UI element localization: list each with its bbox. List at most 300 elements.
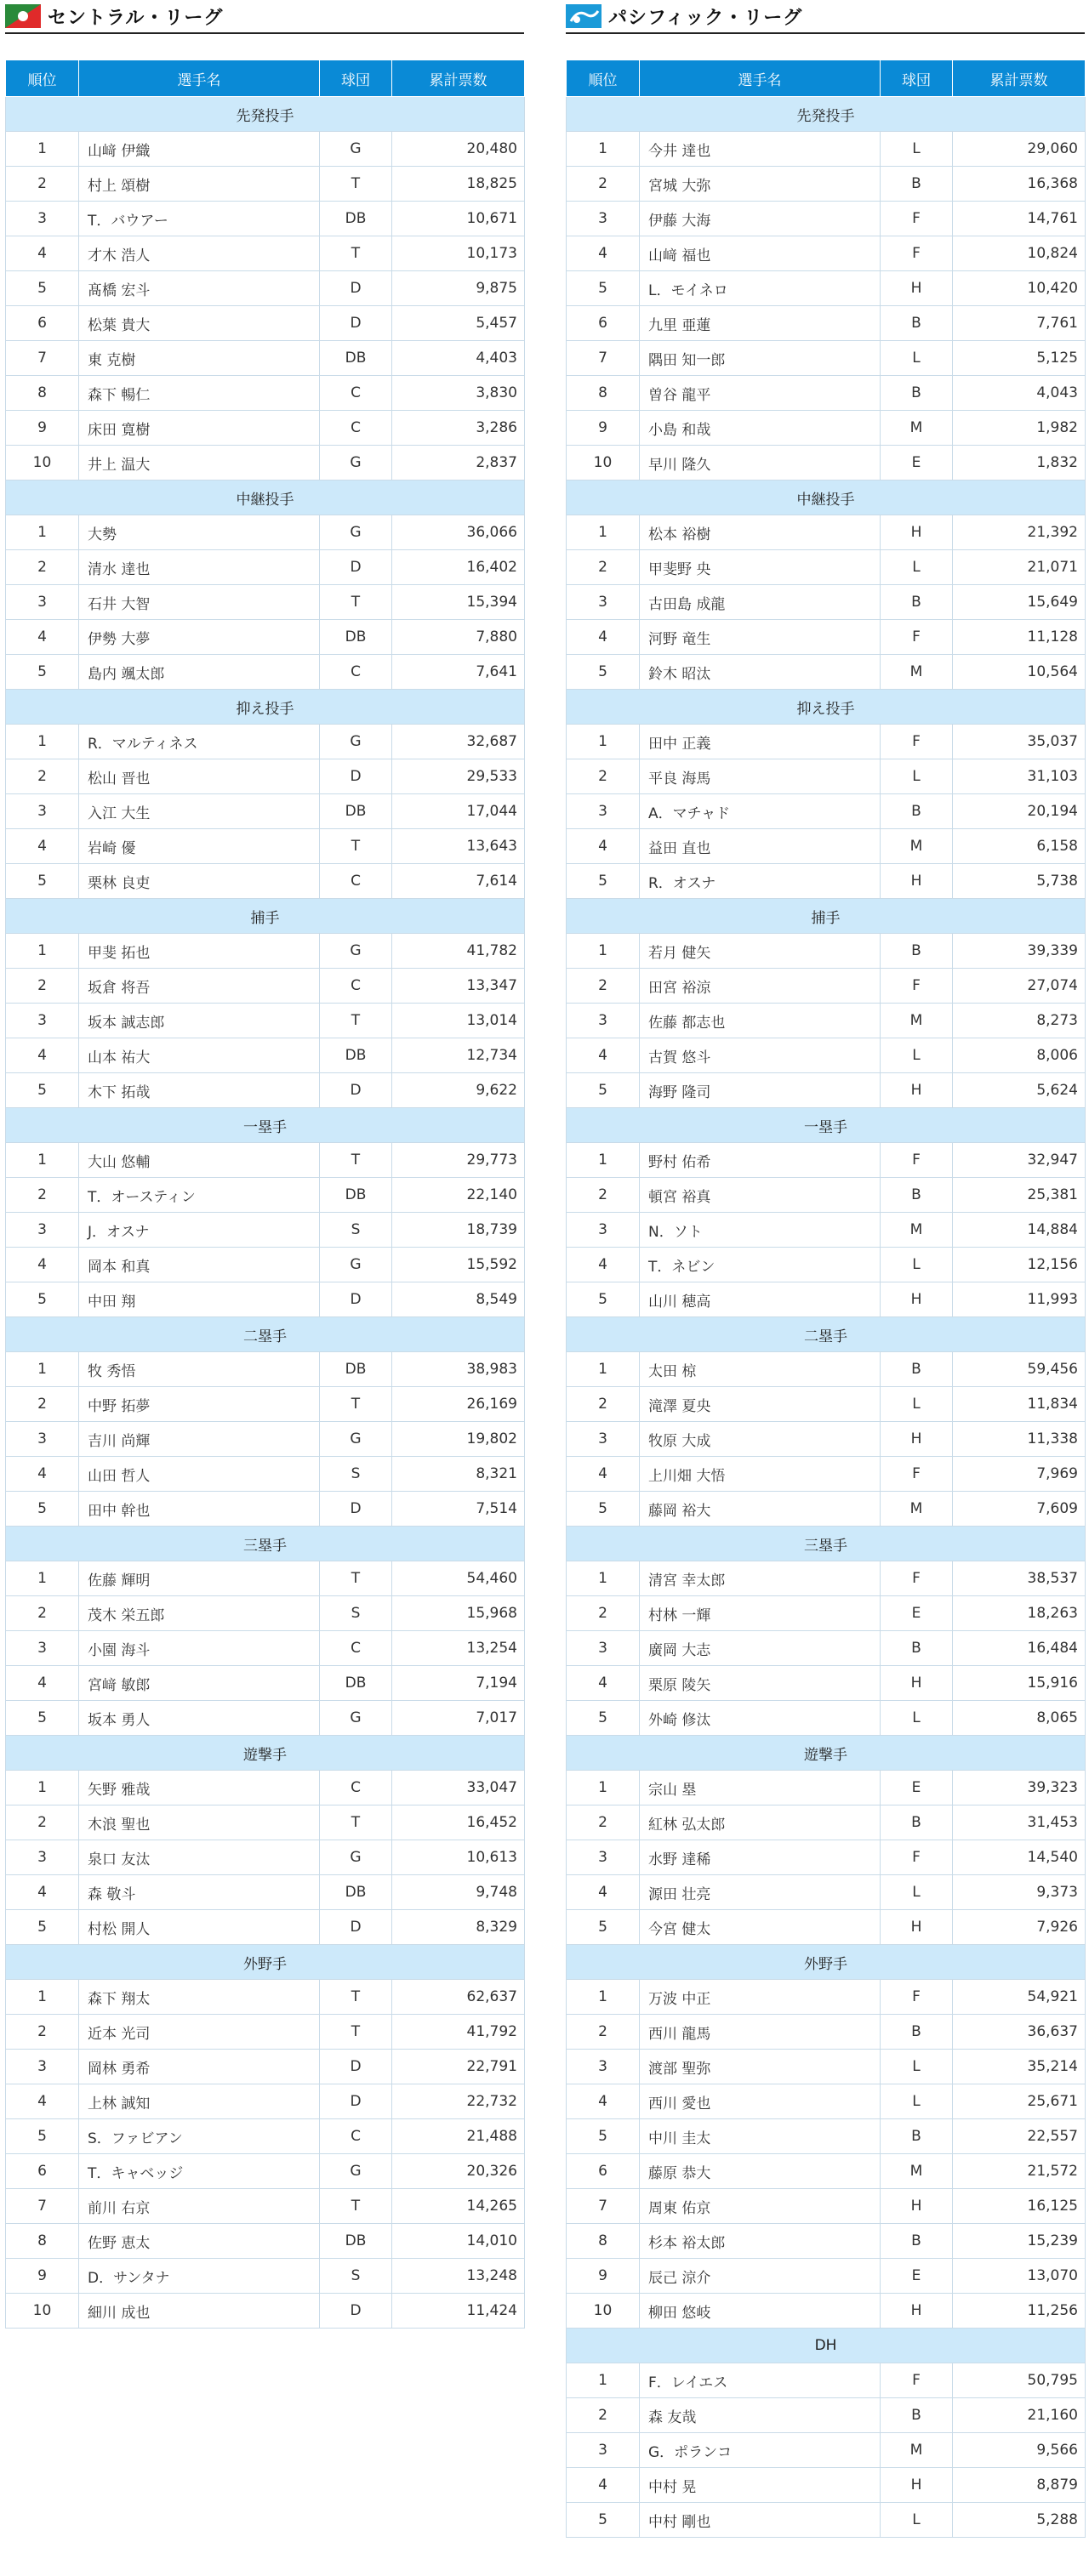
team-cell: G — [320, 515, 392, 550]
player-name-cell: 甲斐 拓也 — [79, 934, 320, 969]
votes-cell: 9,622 — [392, 1073, 525, 1108]
votes-cell: 21,160 — [953, 2398, 1086, 2433]
team-cell: DB — [320, 620, 392, 655]
table-row — [6, 2154, 525, 2189]
player-name-cell: 牧 秀悟 — [79, 1352, 320, 1387]
rank-cell: 4 — [567, 1457, 640, 1492]
rank-cell: 6 — [6, 306, 79, 341]
table-row — [6, 411, 525, 446]
table-row — [6, 1457, 525, 1492]
team-cell: S — [320, 1457, 392, 1492]
votes-cell: 15,592 — [392, 1248, 525, 1282]
player-name-cell: 海野 隆司 — [640, 1073, 881, 1108]
rank-cell: 7 — [567, 341, 640, 376]
votes-cell: 1,982 — [953, 411, 1086, 446]
table-row — [6, 550, 525, 585]
rank-cell: 1 — [567, 934, 640, 969]
votes-cell: 12,734 — [392, 1038, 525, 1073]
player-name-cell: 岡本 和真 — [79, 1248, 320, 1282]
table-row — [6, 794, 525, 829]
team-cell: T — [320, 1805, 392, 1840]
votes-cell: 3,286 — [392, 411, 525, 446]
category-row — [6, 1945, 525, 1980]
category-row — [6, 1108, 525, 1143]
team-cell: G — [320, 2154, 392, 2189]
player-name-cell: 岩崎 優 — [79, 829, 320, 864]
rank-cell: 2 — [6, 969, 79, 1004]
player-name-cell: 前川 右京 — [79, 2189, 320, 2224]
pacific-league-panel — [566, 0, 1085, 2538]
player-name-cell: 小島 和哉 — [640, 411, 881, 446]
table-row — [567, 550, 1086, 585]
rank-cell: 2 — [567, 1178, 640, 1213]
rank-cell: 5 — [567, 1282, 640, 1317]
rank-cell: 9 — [567, 411, 640, 446]
rank-cell: 8 — [567, 2224, 640, 2259]
table-row — [567, 2259, 1086, 2294]
votes-cell: 16,402 — [392, 550, 525, 585]
table-row — [6, 1596, 525, 1631]
table-row — [567, 1666, 1086, 1701]
table-row — [567, 132, 1086, 167]
category-row — [567, 2329, 1086, 2363]
team-cell: D — [320, 550, 392, 585]
votes-cell: 14,265 — [392, 2189, 525, 2224]
team-cell: F — [881, 1561, 953, 1596]
team-cell: E — [881, 446, 953, 481]
rank-cell: 4 — [567, 1248, 640, 1282]
player-name-cell: 隅田 知一郎 — [640, 341, 881, 376]
table-row — [6, 1213, 525, 1248]
player-name-cell: 河野 竜生 — [640, 620, 881, 655]
table-row — [567, 585, 1086, 620]
category-row — [567, 1527, 1086, 1561]
table-row — [6, 2050, 525, 2084]
central-league-logo-icon — [5, 4, 41, 28]
category-label: 三塁手 — [6, 1527, 525, 1561]
table-row — [567, 1004, 1086, 1038]
table-row — [567, 1387, 1086, 1422]
table-row — [567, 2503, 1086, 2538]
team-cell: T — [320, 236, 392, 271]
league-title: パシフィック・リーグ — [608, 7, 803, 29]
team-cell: DB — [320, 1038, 392, 1073]
rank-cell: 8 — [567, 376, 640, 411]
team-cell: B — [881, 2224, 953, 2259]
rank-cell: 1 — [567, 725, 640, 759]
table-row — [567, 1980, 1086, 2015]
team-cell: D — [320, 271, 392, 306]
category-label: 抑え投手 — [6, 690, 525, 725]
team-cell: B — [881, 167, 953, 202]
league-header — [566, 0, 1085, 34]
team-cell: H — [881, 2468, 953, 2503]
team-cell: F — [881, 2363, 953, 2398]
table-row — [6, 1387, 525, 1422]
votes-cell: 22,791 — [392, 2050, 525, 2084]
team-cell: DB — [320, 1666, 392, 1701]
team-cell: H — [881, 1422, 953, 1457]
team-cell: S — [320, 1213, 392, 1248]
player-name-cell: 益田 直也 — [640, 829, 881, 864]
team-cell: D — [320, 2050, 392, 2084]
team-cell: F — [881, 969, 953, 1004]
player-name-cell: 清水 達也 — [79, 550, 320, 585]
team-cell: T — [320, 1387, 392, 1422]
player-name-cell: 矢野 雅哉 — [79, 1771, 320, 1805]
table-row — [567, 1492, 1086, 1527]
player-name-cell: 坂本 勇人 — [79, 1701, 320, 1736]
team-cell: E — [881, 2259, 953, 2294]
player-name-cell: 泉口 友汰 — [79, 1840, 320, 1875]
player-name-cell: 古賀 悠斗 — [640, 1038, 881, 1073]
rank-cell: 1 — [6, 934, 79, 969]
team-cell: B — [881, 934, 953, 969]
rank-cell: 1 — [6, 515, 79, 550]
table-row — [6, 1771, 525, 1805]
rank-cell: 5 — [567, 655, 640, 690]
rank-cell: 3 — [6, 1631, 79, 1666]
table-row — [6, 2224, 525, 2259]
votes-cell: 7,609 — [953, 1492, 1086, 1527]
rank-cell: 7 — [6, 2189, 79, 2224]
votes-cell: 10,420 — [953, 271, 1086, 306]
votes-cell: 35,037 — [953, 725, 1086, 759]
rank-cell: 2 — [567, 550, 640, 585]
category-row — [6, 97, 525, 132]
rank-cell: 2 — [567, 1805, 640, 1840]
rank-cell: 4 — [6, 1038, 79, 1073]
table-row — [6, 934, 525, 969]
rank-cell: 5 — [6, 271, 79, 306]
votes-cell: 13,254 — [392, 1631, 525, 1666]
rank-cell: 3 — [6, 1213, 79, 1248]
table-row — [567, 167, 1086, 202]
rank-cell: 5 — [567, 1701, 640, 1736]
player-name-cell: A．マチャド — [640, 794, 881, 829]
player-name-cell: 栗林 良吏 — [79, 864, 320, 899]
table-row — [6, 1666, 525, 1701]
player-name-cell: 佐藤 輝明 — [79, 1561, 320, 1596]
votes-cell: 1,832 — [953, 446, 1086, 481]
player-name-cell: R．オスナ — [640, 864, 881, 899]
team-cell: T — [320, 1980, 392, 2015]
votes-cell: 15,968 — [392, 1596, 525, 1631]
team-cell: C — [320, 376, 392, 411]
pacific-league-logo-icon — [566, 4, 602, 28]
category-label: 一塁手 — [567, 1108, 1086, 1143]
player-name-cell: 東 克樹 — [79, 341, 320, 376]
votes-cell: 20,326 — [392, 2154, 525, 2189]
team-cell: D — [320, 2294, 392, 2329]
votes-cell: 13,643 — [392, 829, 525, 864]
player-name-cell: 吉川 尚輝 — [79, 1422, 320, 1457]
player-name-cell: 滝澤 夏央 — [640, 1387, 881, 1422]
team-cell: F — [881, 236, 953, 271]
rank-cell: 4 — [567, 829, 640, 864]
team-cell: L — [881, 1038, 953, 1073]
league-title: セントラル・リーグ — [48, 7, 224, 29]
table-row — [567, 655, 1086, 690]
rank-cell: 1 — [567, 1561, 640, 1596]
votes-cell: 36,066 — [392, 515, 525, 550]
votes-cell: 19,802 — [392, 1422, 525, 1457]
player-name-cell: 小園 海斗 — [79, 1631, 320, 1666]
team-cell: T — [320, 1143, 392, 1178]
table-row — [567, 1213, 1086, 1248]
team-cell: F — [881, 1457, 953, 1492]
table-row — [567, 2189, 1086, 2224]
team-cell: DB — [320, 1178, 392, 1213]
category-label: DH — [567, 2329, 1086, 2363]
votes-cell: 22,557 — [953, 2119, 1086, 2154]
votes-cell: 38,537 — [953, 1561, 1086, 1596]
table-row — [6, 236, 525, 271]
rank-cell: 9 — [6, 2259, 79, 2294]
votes-cell: 14,540 — [953, 1840, 1086, 1875]
team-cell: L — [881, 341, 953, 376]
player-name-cell: 外崎 修汰 — [640, 1701, 881, 1736]
team-cell: DB — [320, 1875, 392, 1910]
team-cell: D — [320, 1073, 392, 1108]
rank-cell: 9 — [6, 411, 79, 446]
player-name-cell: 甲斐野 央 — [640, 550, 881, 585]
rank-cell: 5 — [567, 864, 640, 899]
team-cell: C — [320, 411, 392, 446]
rank-cell: 5 — [567, 271, 640, 306]
votes-cell: 38,983 — [392, 1352, 525, 1387]
votes-cell: 17,044 — [392, 794, 525, 829]
team-cell: H — [881, 1073, 953, 1108]
player-name-cell: 今宮 健太 — [640, 1910, 881, 1945]
votes-cell: 15,394 — [392, 585, 525, 620]
rank-cell: 2 — [6, 759, 79, 794]
table-row — [6, 1178, 525, 1213]
rank-cell: 1 — [6, 1352, 79, 1387]
votes-cell: 62,637 — [392, 1980, 525, 2015]
votes-cell: 2,837 — [392, 446, 525, 481]
votes-cell: 32,687 — [392, 725, 525, 759]
votes-cell: 16,368 — [953, 167, 1086, 202]
team-cell: M — [881, 411, 953, 446]
votes-cell: 13,347 — [392, 969, 525, 1004]
votes-cell: 18,825 — [392, 167, 525, 202]
rank-cell: 4 — [6, 236, 79, 271]
table-row — [6, 1492, 525, 1527]
table-row — [6, 1248, 525, 1282]
player-name-cell: 細川 成也 — [79, 2294, 320, 2329]
rank-cell: 3 — [567, 202, 640, 236]
player-name-cell: 坂倉 将吾 — [79, 969, 320, 1004]
team-cell: C — [320, 1631, 392, 1666]
table-row — [567, 2119, 1086, 2154]
votes-cell: 7,614 — [392, 864, 525, 899]
rank-cell: 4 — [567, 2468, 640, 2503]
votes-cell: 8,321 — [392, 1457, 525, 1492]
category-label: 遊撃手 — [567, 1736, 1086, 1771]
votes-cell: 20,480 — [392, 132, 525, 167]
rank-cell: 2 — [567, 2398, 640, 2433]
player-name-cell: 西川 龍馬 — [640, 2015, 881, 2050]
team-cell: M — [881, 2433, 953, 2468]
rank-cell: 5 — [567, 1910, 640, 1945]
team-cell: G — [320, 725, 392, 759]
team-cell: L — [881, 2084, 953, 2119]
votes-cell: 54,460 — [392, 1561, 525, 1596]
rank-cell: 10 — [6, 446, 79, 481]
votes-cell: 21,488 — [392, 2119, 525, 2154]
category-row — [6, 899, 525, 934]
vote-table — [566, 60, 1086, 2538]
rank-cell: 4 — [6, 1666, 79, 1701]
table-row — [567, 864, 1086, 899]
team-cell: B — [881, 376, 953, 411]
table-row — [6, 1561, 525, 1596]
votes-cell: 11,424 — [392, 2294, 525, 2329]
player-name-cell: 松山 晋也 — [79, 759, 320, 794]
table-row — [567, 2294, 1086, 2329]
table-row — [567, 759, 1086, 794]
table-row — [567, 620, 1086, 655]
team-cell: M — [881, 655, 953, 690]
header-team: 球団 — [320, 60, 392, 97]
votes-cell: 10,564 — [953, 655, 1086, 690]
player-name-cell: 中野 拓夢 — [79, 1387, 320, 1422]
votes-cell: 25,671 — [953, 2084, 1086, 2119]
category-label: 先発投手 — [6, 97, 525, 132]
table-row — [567, 1143, 1086, 1178]
player-name-cell: 廣岡 大志 — [640, 1631, 881, 1666]
player-name-cell: 曽谷 龍平 — [640, 376, 881, 411]
player-name-cell: 森 敬斗 — [79, 1875, 320, 1910]
rank-cell: 5 — [6, 2119, 79, 2154]
player-name-cell: 村上 頌樹 — [79, 167, 320, 202]
rank-cell: 6 — [567, 2154, 640, 2189]
team-cell: L — [881, 759, 953, 794]
team-cell: M — [881, 1004, 953, 1038]
rank-cell: 4 — [6, 1248, 79, 1282]
category-label: 遊撃手 — [6, 1736, 525, 1771]
header-player-name: 選手名 — [79, 60, 320, 97]
team-cell: D — [320, 1282, 392, 1317]
category-row — [6, 1317, 525, 1352]
votes-cell: 9,373 — [953, 1875, 1086, 1910]
votes-cell: 11,256 — [953, 2294, 1086, 2329]
table-row — [6, 306, 525, 341]
player-name-cell: 山﨑 伊織 — [79, 132, 320, 167]
votes-cell: 7,194 — [392, 1666, 525, 1701]
team-cell: C — [320, 969, 392, 1004]
player-name-cell: D．サンタナ — [79, 2259, 320, 2294]
votes-cell: 8,329 — [392, 1910, 525, 1945]
team-cell: T — [320, 829, 392, 864]
table-row — [6, 2189, 525, 2224]
table-row — [6, 515, 525, 550]
category-label: 捕手 — [567, 899, 1086, 934]
player-name-cell: 井上 温大 — [79, 446, 320, 481]
team-cell: L — [881, 2503, 953, 2538]
table-row — [6, 1875, 525, 1910]
team-cell: L — [881, 2050, 953, 2084]
rank-cell: 5 — [6, 1282, 79, 1317]
votes-cell: 7,761 — [953, 306, 1086, 341]
player-name-cell: 杉本 裕太郎 — [640, 2224, 881, 2259]
team-cell: H — [881, 271, 953, 306]
team-cell: F — [881, 620, 953, 655]
team-cell: DB — [320, 794, 392, 829]
votes-cell: 21,392 — [953, 515, 1086, 550]
player-name-cell: 入江 大生 — [79, 794, 320, 829]
table-row — [6, 1073, 525, 1108]
votes-cell: 9,875 — [392, 271, 525, 306]
team-cell: D — [320, 1910, 392, 1945]
category-row — [567, 899, 1086, 934]
table-row — [6, 969, 525, 1004]
table-row — [6, 2119, 525, 2154]
vote-table — [5, 60, 525, 2329]
table-row — [567, 1073, 1086, 1108]
rank-cell: 1 — [567, 1352, 640, 1387]
team-cell: H — [881, 1910, 953, 1945]
team-cell: B — [881, 585, 953, 620]
votes-cell: 11,128 — [953, 620, 1086, 655]
votes-cell: 18,739 — [392, 1213, 525, 1248]
player-name-cell: 紅林 弘太郎 — [640, 1805, 881, 1840]
category-row — [567, 1317, 1086, 1352]
rank-cell: 2 — [567, 1387, 640, 1422]
votes-cell: 7,641 — [392, 655, 525, 690]
team-cell: B — [881, 1352, 953, 1387]
rank-cell: 5 — [6, 1492, 79, 1527]
player-name-cell: 山川 穂高 — [640, 1282, 881, 1317]
rank-cell: 6 — [6, 2154, 79, 2189]
table-row — [6, 2294, 525, 2329]
player-name-cell: T．キャベッジ — [79, 2154, 320, 2189]
votes-cell: 16,484 — [953, 1631, 1086, 1666]
player-name-cell: 古田島 成龍 — [640, 585, 881, 620]
votes-cell: 13,070 — [953, 2259, 1086, 2294]
rank-cell: 5 — [567, 1073, 640, 1108]
team-cell: B — [881, 2015, 953, 2050]
player-name-cell: 田宮 裕涼 — [640, 969, 881, 1004]
rank-cell: 3 — [567, 2433, 640, 2468]
team-cell: F — [881, 1143, 953, 1178]
table-row — [567, 515, 1086, 550]
team-cell: H — [881, 2189, 953, 2224]
rank-cell: 1 — [567, 515, 640, 550]
table-row — [567, 2398, 1086, 2433]
votes-cell: 50,795 — [953, 2363, 1086, 2398]
team-cell: L — [881, 1701, 953, 1736]
category-label: 一塁手 — [6, 1108, 525, 1143]
rank-cell: 4 — [6, 620, 79, 655]
table-row — [6, 1422, 525, 1457]
votes-cell: 29,060 — [953, 132, 1086, 167]
votes-cell: 4,403 — [392, 341, 525, 376]
rank-cell: 3 — [567, 1004, 640, 1038]
player-name-cell: 上林 誠知 — [79, 2084, 320, 2119]
table-row — [567, 1805, 1086, 1840]
rank-cell: 5 — [6, 1073, 79, 1108]
category-row — [6, 481, 525, 515]
team-cell: DB — [320, 1352, 392, 1387]
table-row — [567, 1422, 1086, 1457]
votes-cell: 7,880 — [392, 620, 525, 655]
votes-cell: 8,065 — [953, 1701, 1086, 1736]
rank-cell: 1 — [6, 1561, 79, 1596]
rank-cell: 4 — [567, 620, 640, 655]
team-cell: B — [881, 306, 953, 341]
